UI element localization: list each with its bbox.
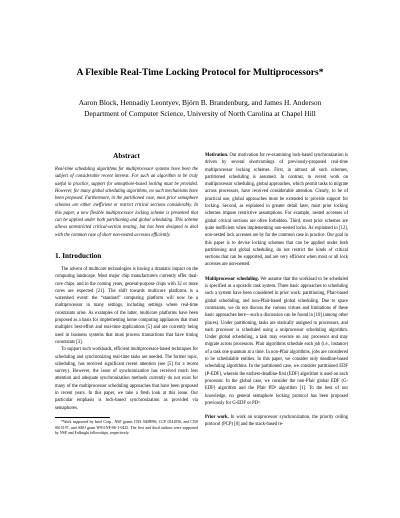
footnote: *Work supported by Intel Corp., NSF grants CNS 0408996, CCF 0541056, and CNS 0615197, and ARO grant W911NF-06-1-0425. The first and third authors were supported by NSF and Fulbright fellowships, respectively. — [55, 419, 198, 436]
prior-work-text: In work on uniprocessor synchronization, the priority ceiling protocol (PCP) [8] and the stack-based re- — [205, 415, 348, 428]
prior-work-label: Prior work. — [205, 415, 229, 421]
right-column — [205, 152, 348, 429]
author-list: Aaron Block, Hennadiy Leontyev, Björn B. Brandenburg, and James H. Anderson — [78, 98, 322, 107]
scheduling-label: Multiprocessor scheduling. — [205, 276, 259, 282]
abstract-heading: Abstract — [113, 152, 140, 160]
scheduling-text: We assume that the workload to be scheduled is specified as a sporadic task system. Three basic approaches to scheduling such a system have been considered in prior work: partitioning, Pfair-based global scheduling, and non-Pfair-based global scheduling. Due to space constraints, we do not discuss the various virtues and limitations of these basic approaches here—such a discussion can be found in [10] (among other places). Under partitioning, tasks are statically assigned to processors, and each processor is scheduled using a uniprocessor scheduling algorithm. Under global scheduling, a task may execute on any processor and may migrate across processors. Pfair algorithms schedule each job (i.e., instance) of a task one quantum at a time. In non-Pfair algorithms, jobs are considered to be schedulable entities. In this paper, we consider only deadline-based scheduling algorithms. In the partitioned case, we consider partitioned EDF (P-EDF), wherein the earliest-deadline-first (EDF) algorithm is used on each processor. In the global case, we consider the non-Pfair global EDF (G-EDF) algorithm and the Pfair PD² algorithm [1]. To the best of our knowledge, no general semaphore locking protocol has been proposed previously for G-EDF or PD². — [205, 276, 348, 406]
motivation-text: Our motivation for re-examining lock-based synchronization is driven by several shortcomings of previously-proposed real-time multiprocessor locking schemes. First, in almost all such schemes, partitioned scheduling is assumed. In contrast, in recent work on multiprocessor scheduling, global approaches, which permit tasks to migrate across processors, have received considerable attention. Clearly, to be of practical use, global approaches must be extended to provide support for locking. Second, as explained in greater detail later, most prior locking schemes impose restrictive assumptions. For example, nested accesses of global critical sections are often forbidden. Third, most prior schemes are quite inefficient when implementing non-nested locks. As explained in [12], non-nested lock accesses are by far the common case in practice. Our goal in this paper is to devise locking schemes that can be applied under both partitioning and global scheduling, do not restrict the kinds of critical sections that can be supported, and are very efficient when most or all lock accesses are non-nested. — [205, 153, 348, 268]
footnote-divider — [55, 417, 110, 418]
scheduling-paragraph — [205, 276, 348, 407]
motivation-label: Motivation. — [205, 153, 229, 158]
prior-work-paragraph — [205, 414, 348, 429]
intro-paragraph-2: To support such workloads, efficient multiprocessor-based techniques for scheduling and synchronizing real-time tasks are needed. The former topic, scheduling, has received significant recent attention (see [5] for a recent survey). However, the issue of synchronization has received much less attention and adequate synchronization methods currently do not exist for many of the multiprocessor scheduling approaches that have been proposed in recent years. In this paper, we take a fresh look at this issue. Our particular emphasis is lock-based synchronization as provided via semaphores. — [55, 347, 198, 411]
affiliation: Department of Computer Science, University of North Carolina at Chapel Hill — [84, 109, 316, 118]
introduction-heading: 1. Introduction — [55, 251, 102, 260]
abstract-text: Real-time scheduling algorithms for multiprocessor systems have been the subject of considerable recent interest. For such an algorithm to be truly useful in practice, support for semaphore-based locking must be provided. However, for many global scheduling algorithms, no such mechanisms have been proposed. Furthermore, in the partitioned case, most prior semaphore schemes are either inefficient or restrict critical sections considerably. In this paper, a new flexible multiprocessor locking scheme is presented that can be applied under both partitioning and global scheduling. This scheme allows unrestricted critical-section nesting, but has been designed to deal with the common case of short non-nested accesses efficiently. — [55, 167, 198, 238]
left-column — [55, 152, 198, 437]
intro-paragraph-1: The advent of multicore technologies is having a dramatic impact on the computing landscape. Most major chip manufacturers currently offer dual-core chips, and in the coming years, general-purpose chips with 32 or more cores are expected [21]. The shift towards multicore platforms is a watershed event: the “standard” computing platform will now be a multiprocessor in many settings, including settings where real-time constraints arise. As examples of the latter, multicore platforms have been proposed as a basis for implementing home computing appliances that must multiplex best-effort and real-time applications [5] and are currently being used in business systems that must process transactions that have timing constraints [3]. — [55, 266, 198, 345]
paper-title: A Flexible Real-Time Locking Protocol for Multiprocessors* — [76, 67, 324, 78]
motivation-paragraph — [205, 152, 348, 269]
